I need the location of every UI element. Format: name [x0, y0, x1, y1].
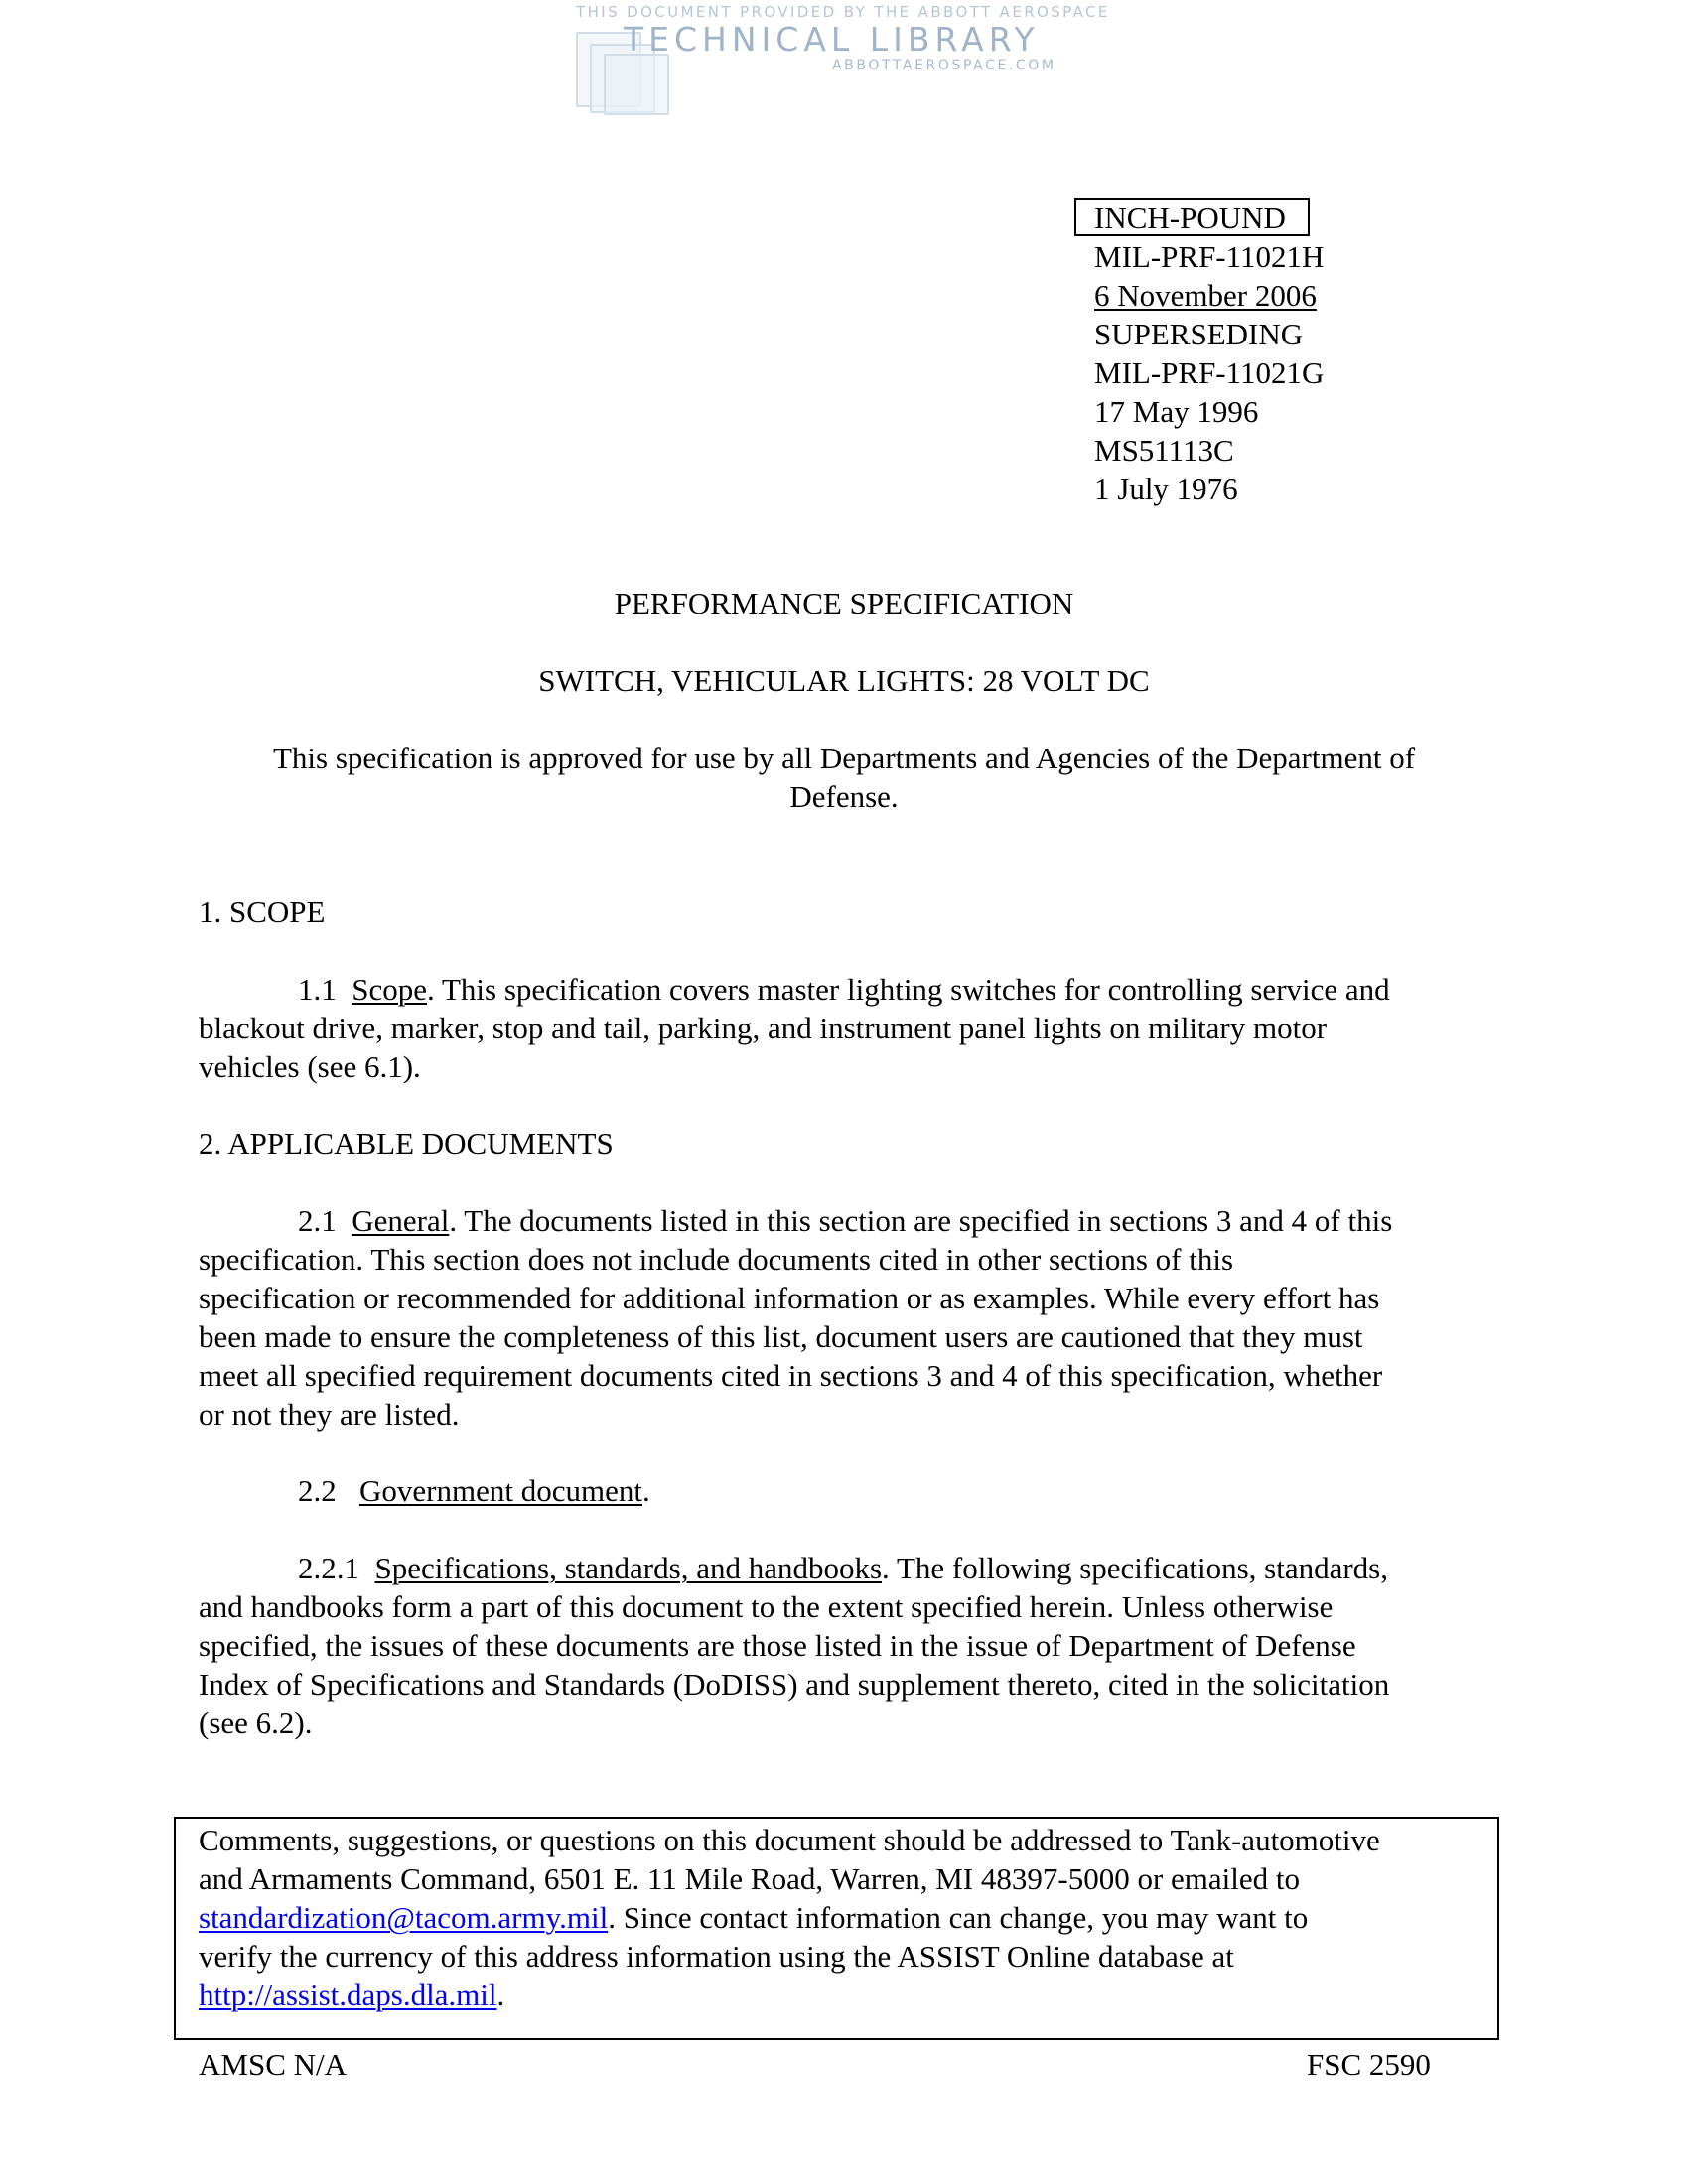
amsc-label: AMSC N/A	[199, 2047, 348, 2082]
approval-statement-line2: Defense.	[789, 779, 899, 814]
watermark-provided-by: THIS DOCUMENT PROVIDED BY THE ABBOTT AEROSPACE	[576, 3, 1110, 21]
paragraph-text: been made to ensure the completeness of this list, document users are cautioned that they must	[199, 1319, 1363, 1354]
paragraph-title: Specifications, standards, and handbooks	[374, 1551, 883, 1585]
paragraph-text: and handbooks form a part of this document to the extent specified herein. Unless otherwise	[199, 1589, 1334, 1624]
paragraph-text: specified, the issues of these documents are those listed in the issue of Department of Defense	[199, 1628, 1356, 1663]
paragraph-2-2	[199, 1471, 1489, 1510]
paragraph-title: Government document	[359, 1473, 642, 1508]
watermark-title: TECHNICAL LIBRARY	[624, 20, 1040, 59]
unit-system-label: INCH-POUND	[1094, 201, 1286, 235]
paragraph-text: specification. This section does not include documents cited in other sections of this	[199, 1242, 1234, 1277]
superseded-doc-date: 1 July 1976	[1094, 472, 1238, 506]
watermark-logo	[566, 0, 1122, 119]
paragraph-text: . The documents listed in this section are specified in sections 3 and 4 of this	[449, 1203, 1393, 1238]
email-link[interactable]: standardization@tacom.army.mil	[199, 1900, 609, 1935]
comments-line: .	[496, 1978, 505, 2012]
paragraph-text: meet all specified requirement documents cited in sections 3 and 4 of this specification, whether	[199, 1358, 1383, 1393]
paragraph-text: specification or recommended for additional information or as examples. While every effort has	[199, 1281, 1380, 1315]
spec-subject-title: SWITCH, VEHICULAR LIGHTS: 28 VOLT DC	[538, 663, 1150, 698]
comments-line: verify the currency of this address information using the ASSIST Online database at	[199, 1939, 1234, 1974]
paragraph-text: blackout drive, marker, stop and tail, parking, and instrument panel lights on military motor	[199, 1011, 1328, 1045]
paragraph-number: 1.1	[298, 972, 337, 1007]
section-heading-applicable-documents: 2. APPLICABLE DOCUMENTS	[199, 1126, 614, 1160]
spec-type-title: PERFORMANCE SPECIFICATION	[614, 586, 1074, 620]
paragraph-number: 2.1	[298, 1203, 337, 1238]
superseded-doc-date: 17 May 1996	[1094, 394, 1259, 429]
paragraph-text: or not they are listed.	[199, 1397, 460, 1432]
paragraph-2-2-1	[199, 1549, 1489, 1742]
section-heading-scope: 1. SCOPE	[199, 894, 326, 929]
comments-text	[199, 1821, 1380, 2014]
paragraph-text: vehicles (see 6.1).	[199, 1049, 421, 1084]
document-date: 6 November 2006	[1094, 278, 1317, 313]
paragraph-text: (see 6.2).	[199, 1706, 313, 1740]
comments-line: Comments, suggestions, or questions on this document should be addressed to Tank-automotive	[199, 1823, 1380, 1857]
watermark-url: ABBOTTAEROSPACE.COM	[832, 58, 1056, 73]
paragraph-text: Index of Specifications and Standards (DoDISS) and supplement thereto, cited in the solicitation	[199, 1667, 1390, 1702]
paragraph-title: General	[352, 1203, 450, 1238]
paragraph-number: 2.2	[298, 1473, 337, 1508]
paragraph-2-1	[199, 1201, 1489, 1433]
paragraph-1-1	[199, 970, 1489, 1086]
superseding-label: SUPERSEDING	[1094, 317, 1304, 351]
assist-url-link[interactable]: http://assist.daps.dla.mil	[199, 1978, 497, 2012]
paragraph-text: . The following specifications, standards,	[882, 1551, 1388, 1585]
comments-line: . Since contact information can change, you may want to	[608, 1900, 1309, 1935]
paragraph-title: Scope	[352, 972, 428, 1007]
document-identification-block	[1094, 199, 1324, 508]
superseded-doc-id: MIL-PRF-11021G	[1094, 355, 1325, 390]
document-id: MIL-PRF-11021H	[1094, 239, 1325, 274]
paragraph-number: 2.2.1	[298, 1551, 359, 1585]
paragraph-text: .	[641, 1473, 650, 1508]
fsc-label: FSC 2590	[1307, 2047, 1431, 2082]
approval-statement-line1: This specification is approved for use by all Departments and Agencies of the Department of	[272, 741, 1416, 775]
comments-line: and Armaments Command, 6501 E. 11 Mile Road, Warren, MI 48397-5000 or emailed to	[199, 1861, 1301, 1896]
paragraph-text: . This specification covers master lighting switches for controlling service and	[427, 972, 1390, 1007]
superseded-doc-id: MS51113C	[1094, 433, 1234, 468]
